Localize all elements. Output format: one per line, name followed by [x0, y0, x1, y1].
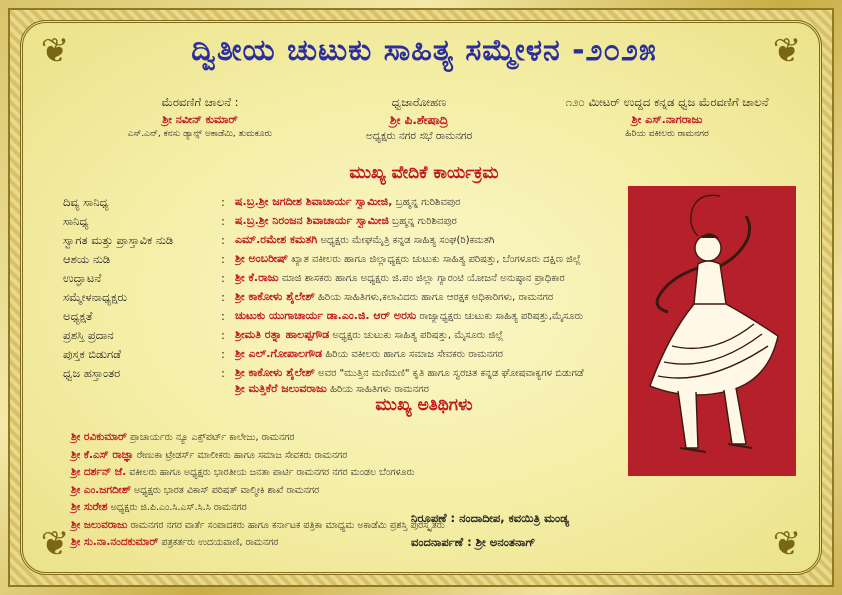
guest-name: ಶ್ರೀ ರವಿಕುಮಾರ್	[71, 431, 127, 443]
program-role: ಪುಸ್ತಕ ಬಿಡುಗಡೆ	[63, 347, 121, 361]
flag-procession-label: ೧೨೦ ಮೀಟರ್ ಉದ್ದದ ಕನ್ನಡ ಧ್ವಜ ಮೆರವಣಿಗೆ ಚಾಲನೆ	[565, 95, 769, 109]
program-role: ಉದ್ಘಾಟನೆ	[63, 271, 102, 285]
separator: :	[221, 366, 225, 380]
person-name: ಶ್ರೀ ಕೆ.ರಾಜು	[235, 271, 279, 284]
program-person	[235, 328, 663, 342]
guest-row	[71, 484, 631, 502]
guest-name: ಶ್ರೀ ಜಲುವರಾಜು	[71, 518, 128, 531]
ornamental-corner-icon: ❦	[772, 524, 802, 564]
person-name: ಷ.ಬ್ರ.ಶ್ರೀ ಜಗದೀಶ ಶಿವಾಚಾರ್ಯ ಸ್ವಾಮೀಜಿ,	[235, 195, 393, 208]
person-name: ಶ್ರೀ ಕಾಕೋಳು ಶೈಲೇಶ್	[235, 366, 315, 379]
program-row	[63, 252, 663, 271]
flag-procession-affiliation: ಹಿರಿಯ ವಕೀಲರು ರಾಮನಗರ	[625, 129, 709, 139]
guest-details: ಅಧ್ಯಕ್ಷರು ಜಿ.ಪಿ.ಎಂ.ಸಿ.ಎಸ್.ಸಿ.ಸಿ ರಾಮನಗರ	[107, 502, 247, 513]
program-row	[63, 195, 663, 214]
page-title: ದ್ವಿತೀಯ ಚುಟುಕು ಸಾಹಿತ್ಯ ಸಮ್ಮೇಳನ -೨೦೨೫	[191, 33, 657, 68]
program-role: ಆಶಯ ನುಡಿ	[63, 252, 111, 266]
person-details: ಅವರ "ಮುತ್ತಿನ ಮಣಿಮಣಿ" ಕೃತಿ ಹಾಗೂ ಸ್ವರಚಿತ ಕನ್ನಡ ಘೋಷವಾಕ್ಯಗಳ ಬಿಡುಗಡೆ	[314, 368, 584, 379]
person-name: ಶ್ರೀಮತಿ ರತ್ನಾ ಹಾಲಪ್ಪಗೌಡ	[235, 328, 330, 341]
person-details: ರಾಜ್ಯಾಧ್ಯಕ್ಷರು ಚುಟುಕು ಸಾಹಿತ್ಯ ಪರಿಷತ್ತು,ಮೈಸೂರು	[416, 311, 584, 322]
guest-name: ಶ್ರೀ ಎಂ.ಜಗದೀಶ್	[71, 483, 131, 496]
vote-of-thanks-line: ವಂದನಾರ್ಪಣೆ : ಶ್ರೀ ಅನಂತನಾಗ್	[411, 535, 536, 549]
procession-inauguration	[85, 95, 315, 139]
person-details: ಖ್ಯಾತ ವಕೀಲರು ಹಾಗೂ ಜಿಲ್ಲಾಧ್ಯಕ್ಷರು ಚುಟುಕು ಸಾಹಿತ್ಯ ಪರಿಷತ್ತು, ಬೆಂಗಳೂರು ದಕ್ಷಿಣ ಜಿಲ್ಲೆ	[288, 254, 581, 265]
program-person	[235, 271, 663, 285]
flag-procession-person: ಶ್ರೀ ಎಸ್.ನಾಗರಾಜು	[631, 113, 703, 126]
person-details: ಬ್ರಹ್ಮನ್ನ ಗುರಿಶಿವಪುರ	[388, 216, 457, 227]
ornamental-corner-icon: ❦	[772, 31, 802, 71]
person-details: ಬ್ರಹ್ಮನ್ನ ಗುರಿಶಿವಪುರ	[392, 197, 461, 208]
separator: :	[221, 271, 225, 285]
program-person	[235, 214, 663, 228]
person-name: ಶ್ರೀ ಅಂಬರೀಷ್	[235, 252, 289, 265]
program-role: ದಿವ್ಯ ಸಾನಿಧ್ಯ	[63, 195, 109, 209]
procession-label: ಮೆರವಣಿಗೆ ಚಾಲನೆ :	[161, 95, 239, 109]
program-row	[63, 309, 663, 328]
program-row	[63, 366, 663, 382]
person-name: ಎಮ್.ರಮೇಶ ಕಮತಗಿ	[235, 233, 318, 246]
program-role: ಸಮ್ಮೇಳನಾಧ್ಯಕ್ಷರು	[63, 290, 128, 304]
guest-name: ಶ್ರೀ ದರ್ಶನ್ ಜೆ.	[71, 466, 127, 478]
program-role: ಅಧ್ಯಕ್ಷತೆ	[63, 309, 93, 323]
program-person	[235, 252, 663, 266]
procession-person: ಶ್ರೀ ನವೀನ್ ಕುಮಾರ್	[162, 113, 238, 126]
guest-details: ರಾಮನಗರ ನಗರ ವಾರ್ತೆ ಸಂಪಾದಕರು ಹಾಗೂ ಕರ್ನಾಟಕ ಪತ್ರಿಕಾ ಮಾಧ್ಯಮ ಅಕಾಡೆಮಿ ಪ್ರಶಸ್ತಿ ಪುರಸ್ಕೃತರು	[127, 519, 445, 531]
program-row	[63, 347, 663, 366]
program-person	[235, 309, 663, 323]
guest-row	[71, 466, 631, 484]
person-details: ಹಿರಿಯ ವಕೀಲರು ಹಾಗೂ ಸಮಾಜ ಸೇವಕರು ರಾಮನಗರ	[322, 349, 503, 360]
person-details: ಅಧ್ಯಕ್ಷರು ಮೇಘಮೈತ್ರಿ ಕನ್ನಡ ಸಾಹಿತ್ಯ ಸಂಘ(ರಿ)ಕಮತಗಿ	[317, 235, 495, 246]
person-name: ಚುಟುಕು ಯುಗಾಚಾರ್ಯ ಡಾ.ಎಂ.ಜಿ. ಆರ್ ಅರಸು	[235, 309, 417, 322]
guest-name: ಶ್ರೀ ಕೆ.ಎಸ್ ರಾಜ್ಞಾ	[71, 448, 134, 461]
ornamental-corner-icon: ❦	[40, 31, 70, 71]
ornamental-corner-icon: ❦	[40, 524, 70, 564]
procession-affiliation: ಎಸ್.ಎನ್, ಕನಸು ಡ್ಯಾನ್ಸ್ ಅಕಾಡೆಮಿ, ತುಮಕೂರು	[127, 129, 273, 139]
bharatanatyam-dancer-icon	[628, 186, 796, 476]
guest-details: ವಕೀಲರು ಹಾಗೂ ಅಧ್ಯಕ್ಷರು ಭಾರತೀಯ ಜನತಾ ಪಾರ್ಟಿ ರಾಮನಗರ ನಗರ ಮಂಡಲ ಬೆಂಗಳೂರು	[126, 467, 415, 478]
program-person	[235, 290, 663, 304]
program-person	[235, 233, 663, 247]
program-row	[63, 214, 663, 233]
guest-details: ಪ್ರಾಚಾರ್ಯರು ನ್ಯೂ ಎಕ್ಸ್‌ಪರ್ಟ್ ಕಾಲೇಜು, ರಾಮನಗರ	[126, 432, 295, 443]
guest-details: ಅಧ್ಯಕ್ಷರು ಭಾರತ ವಿಕಾಸ್ ಪರಿಷತ್ ವಾಲ್ಮೀಕಿ ಶಾಖೆ ರಾಮನಗರ	[130, 484, 320, 496]
separator: :	[221, 252, 225, 266]
program-person	[235, 347, 663, 361]
separator: :	[221, 214, 225, 228]
guest-row	[71, 431, 631, 449]
program-role: ಧ್ವಜ ಹಸ್ತಾಂತರ	[63, 366, 121, 380]
separator: :	[221, 309, 225, 323]
flag-hoisting-label: ಧ್ವಜಾರೋಹಣ	[391, 95, 447, 109]
program-person	[235, 195, 663, 209]
guest-name: ಶ್ರೀ ಸು.ನಾ.ನಂದಕುಮಾರ್	[71, 536, 159, 548]
person-details: ಹಿರಿಯ ಸಾಹಿತಿಗಳು,ಕಲಾವಿದರು ಹಾಗೂ ಆರಕ್ಷಕ ಅಧಿಕಾರಿಗಳು, ರಾಮನಗರ	[314, 292, 554, 303]
program-row	[63, 233, 663, 252]
person-name: ಶ್ರೀ ಕಾಕೋಳು ಶೈಲೇಶ್	[235, 290, 315, 303]
program-row	[63, 290, 663, 309]
flag-procession	[521, 95, 813, 139]
person-details: ಅಧ್ಯಕ್ಷರು ಚುಟುಕು ಸಾಹಿತ್ಯ ಪರಿಷತ್ತು, ಮೈಸೂರು ಜಿಲ್ಲೆ	[329, 330, 504, 341]
separator: :	[221, 328, 225, 342]
program-person	[235, 382, 663, 396]
person-details: ಮಾಜಿ ಶಾಸಕರು ಹಾಗೂ ಅಧ್ಯಕ್ಷರು ಜಿ.ಪಂ ಜಿಲ್ಲಾ ಗ್ಯಾರಂಟಿ ಯೋಜನೆ ಅನುಷ್ಠಾನ ಪ್ರಾಧಿಕಾರ	[278, 273, 565, 284]
guests-heading: ಮುಖ್ಯ ಅತಿಥಿಗಳು	[375, 395, 473, 415]
flag-hoisting-affiliation: ಅಧ್ಯಕ್ಷರು ನಗರ ಸಭೆ ರಾಮನಗರ	[365, 130, 473, 142]
guest-details: ರೇಣುಕಾ ಟ್ರೇಡರ್ಸ್ ಮಾಲೀಕರು ಹಾಗೂ ಸಮಾಜ ಸೇವಕರು ರಾಮನಗರ	[133, 449, 348, 461]
program-role: ಸ್ವಾಗತ ಮತ್ತು ಪ್ರಾಸ್ತಾವಿಕ ನುಡಿ	[63, 233, 174, 247]
dancer-illustration	[628, 186, 796, 476]
separator: :	[221, 233, 225, 247]
guest-details: ಪತ್ರಕರ್ತರು ಉದಯವಾಣಿ, ರಾಮನಗರ	[158, 537, 279, 548]
flag-hoisting	[319, 95, 519, 143]
closing-block	[411, 511, 569, 559]
program-list	[63, 195, 663, 398]
separator: :	[221, 290, 225, 304]
narration-line: ನಿರೂಪಣೆ : ನಂದಾದೀಪ, ಕವಯಿತ್ರಿ ಮಂಡ್ಯ	[411, 511, 570, 525]
person-name: ಶ್ರೀ ಎಲ್.ಗೋಪಾಲಗೌಡ	[235, 347, 323, 360]
flag-hoisting-person: ಶ್ರೀ ಪಿ.ಶೇಷಾದ್ರಿ	[389, 113, 449, 127]
program-row	[63, 328, 663, 347]
person-name: ಶ್ರೀ ಮತ್ತಿಕೆರೆ ಜಲುವರಾಜು	[235, 382, 327, 395]
guest-row	[71, 449, 631, 467]
separator: :	[221, 347, 225, 361]
guest-name: ಶ್ರೀ ಸುರೇಶ	[71, 501, 108, 513]
program-role: ಪ್ರಶಸ್ತಿ ಪ್ರದಾನ	[63, 328, 114, 342]
program-person	[235, 366, 663, 380]
main-stage-heading: ಮುಖ್ಯ ವೇದಿಕೆ ಕಾರ್ಯಕ್ರಮ	[349, 163, 499, 183]
program-role: ಸಾನಿಧ್ಯ	[63, 214, 89, 228]
program-row	[63, 271, 663, 290]
person-name: ಷ.ಬ್ರ.ಶ್ರೀ ನಿರಂಜನ ಶಿವಾಚಾರ್ಯ ಸ್ವಾಮೀಜಿ	[235, 214, 389, 227]
separator: :	[221, 195, 225, 209]
person-details: ಹಿರಿಯ ಸಾಹಿತಿಗಳು ರಾಮನಗರ	[326, 384, 429, 395]
